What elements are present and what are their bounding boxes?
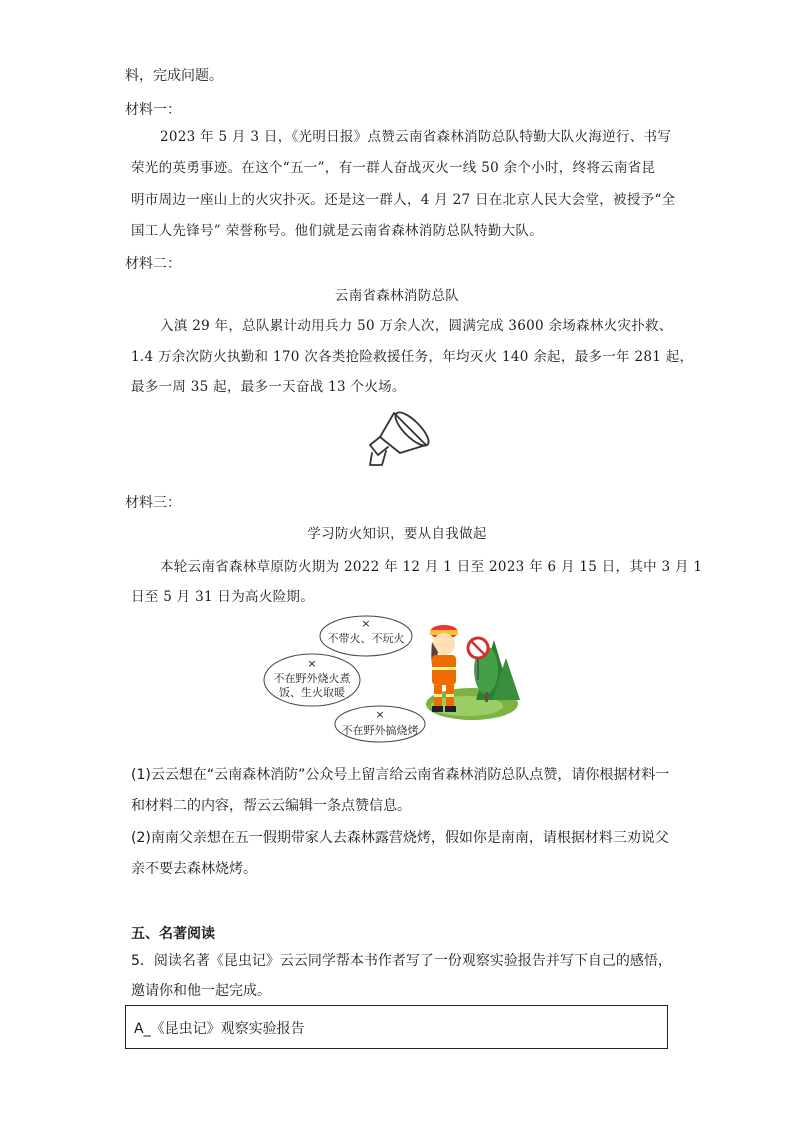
material2-heading: 材料二： (125, 256, 181, 272)
material1-line-2: 荣光的英勇事迹。在这个“五一”，有一群人奋战灭火一线 50 余个小时，终将云南省昆 (131, 160, 656, 176)
bubble-1-text: 不带火、不玩火 (327, 632, 405, 645)
material2-line-2: 1.4 万余次防火执勤和 170 次各类抢险救援任务，年均灭火 140 余起，最多一年 281 起， (131, 349, 694, 365)
report-title: A_《昆虫记》观察实验报告 (134, 1021, 305, 1037)
material3-line-2: 日至 5 月 31 日为高火险期。 (131, 589, 315, 605)
bubble-3-mark: × (375, 708, 385, 721)
material2-title: 云南省森林消防总队 (334, 288, 460, 304)
material3-title: 学习防火知识，要从自我做起 (307, 526, 487, 542)
material1-line-4: 国工人先锋号” 荣誉称号。他们就是云南省森林消防总队特勤大队。 (131, 223, 543, 239)
material3-heading: 材料三： (125, 495, 181, 511)
question-5-line-1: 5．阅读名著《昆虫记》云云同学帮本书作者写了一份观察实验报告并写下自己的感悟， (131, 953, 672, 969)
material2-line-3: 最多一周 35 起，最多一天奋战 13 个火场。 (131, 379, 406, 395)
question-2-line-1: (2)南南父亲想在五一假期带家人去森林露营烧烤，假如你是南南，请根据材料三劝说父 (131, 830, 669, 846)
material2-line-1: 入滇 29 年，总队累计动用兵力 50 万余人次，圆满完成 3600 余场森林火灾扑救、 (160, 318, 673, 334)
question-1-line-1: (1)云云想在“云南森林消防”公众号上留言给云南省森林消防总队点赞，请你根据材料一 (131, 767, 670, 783)
megaphone-icon (360, 405, 436, 477)
question-5-line-2: 邀请你和他一起完成。 (131, 983, 271, 999)
report-table (125, 1005, 668, 1049)
intro-tail: 料，完成问题。 (125, 68, 223, 84)
material1-line-1: 2023 年 5 月 3 日，《光明日报》点赞云南省森林消防总队特勤大队火海逆行、书写 (160, 129, 672, 145)
bubble-2-mark: × (307, 657, 317, 670)
material3-line-1: 本轮云南省森林草原防火期为 2022 年 12 月 1 日至 2023 年 6 月 15 日，其中 3 月 1 (160, 559, 703, 575)
material1-line-3: 明市周边一座山上的火灾扑灭。还是这一群人，4 月 27 日在北京人民大会堂，被授予“全 (131, 192, 676, 208)
section-5-heading: 五、名著阅读 (131, 926, 215, 942)
material1-heading: 材料一： (125, 102, 181, 118)
question-1-line-2: 和材料二的内容，帮云云编辑一条点赞信息。 (131, 798, 411, 814)
bubble-3-text: 不在野外搞烧烤 (341, 724, 419, 737)
bubble-1-mark: × (361, 617, 371, 630)
bubble-2-text-line1: 不在野外烧火煮 (273, 672, 351, 685)
fire-safety-illustration (262, 612, 532, 744)
bubble-2-text-line2: 饭、生火取暖 (279, 686, 345, 699)
question-2-line-2: 亲不要去森林烧烤。 (131, 861, 257, 877)
